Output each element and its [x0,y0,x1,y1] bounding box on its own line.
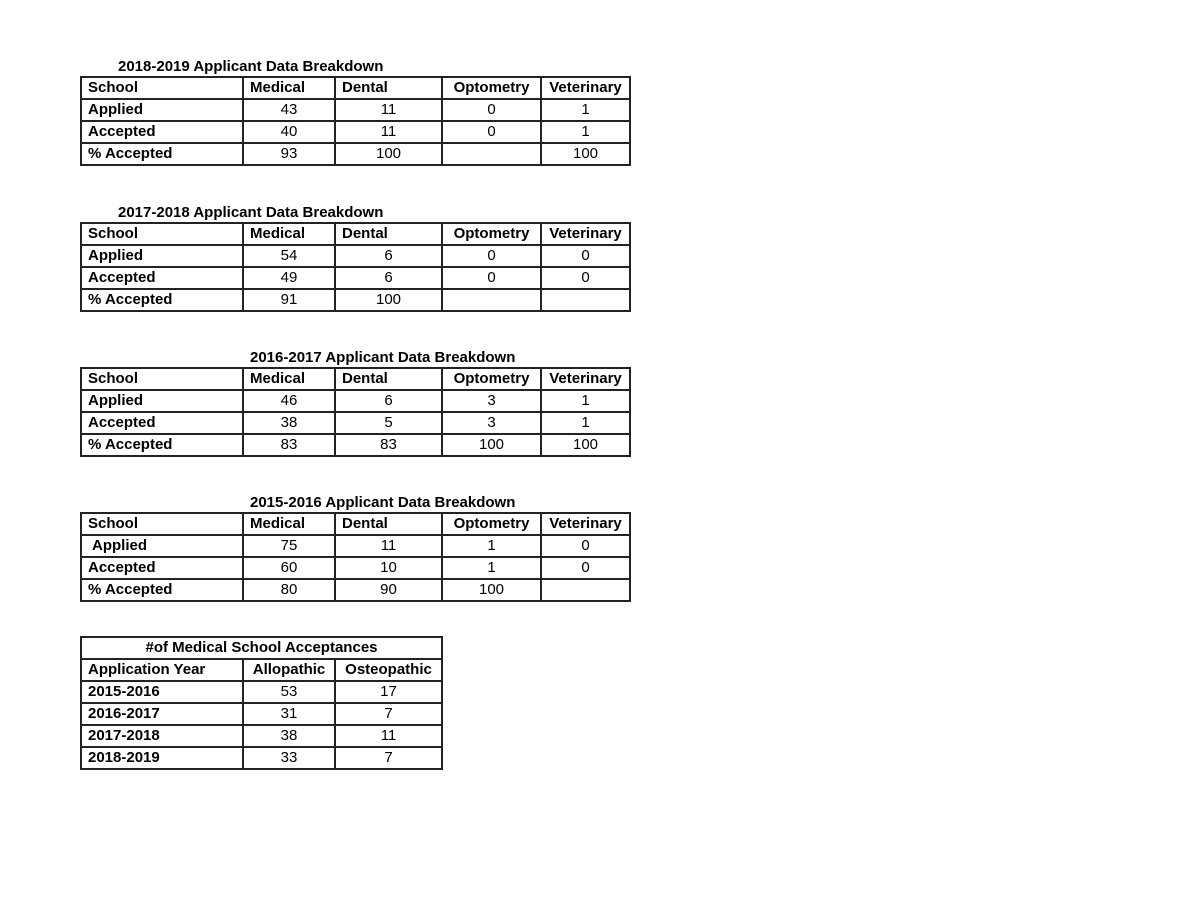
header-row [81,368,630,390]
col-header-dental: Dental [335,513,442,535]
col-header-optometry: Optometry [442,368,541,390]
cell-veterinary: 100 [541,143,630,165]
breakdown-2017-2018 [80,204,631,312]
row-label: 2018-2019 [81,747,243,769]
row-label: 2015-2016 [81,681,243,703]
medical-acceptances [80,636,443,770]
cell-dental: 11 [335,99,442,121]
table-row [81,289,630,311]
col-header-optometry: Optometry [442,513,541,535]
cell-veterinary [541,289,630,311]
cell-veterinary [541,579,630,601]
cell-dental: 100 [335,143,442,165]
cell-osteopathic: 7 [335,703,442,725]
cell-allopathic: 33 [243,747,335,769]
cell-medical: 60 [243,557,335,579]
row-label: Applied [81,245,243,267]
table-row [81,725,442,747]
cell-dental: 10 [335,557,442,579]
col-header-school: School [81,513,243,535]
cell-dental: 11 [335,535,442,557]
row-label: % Accepted [81,579,243,601]
header-row [81,513,630,535]
col-header-medical: Medical [243,77,335,99]
acceptances-title: #of Medical School Acceptances [81,637,442,659]
cell-medical: 46 [243,390,335,412]
cell-veterinary: 100 [541,434,630,456]
cell-dental: 6 [335,267,442,289]
cell-optometry: 0 [442,121,541,143]
col-header-optometry: Optometry [442,77,541,99]
cell-veterinary: 0 [541,535,630,557]
cell-medical: 91 [243,289,335,311]
cell-osteopathic: 17 [335,681,442,703]
cell-veterinary: 0 [541,267,630,289]
cell-allopathic: 38 [243,725,335,747]
cell-veterinary: 0 [541,245,630,267]
table-row [81,681,442,703]
cell-veterinary: 1 [541,99,630,121]
table-row [81,412,630,434]
cell-dental: 90 [335,579,442,601]
col-header-dental: Dental [335,223,442,245]
cell-dental: 83 [335,434,442,456]
cell-osteopathic: 11 [335,725,442,747]
col-header-dental: Dental [335,77,442,99]
cell-medical: 93 [243,143,335,165]
row-label: 2017-2018 [81,725,243,747]
table-row [81,703,442,725]
table-row [81,535,630,557]
col-header-medical: Medical [243,223,335,245]
data-table [80,76,631,166]
cell-optometry: 0 [442,245,541,267]
row-label: Applied [81,535,243,557]
data-table [80,222,631,312]
col-header-optometry: Optometry [442,223,541,245]
caption-row [81,637,442,659]
cell-optometry: 100 [442,579,541,601]
cell-optometry: 1 [442,535,541,557]
cell-medical: 83 [243,434,335,456]
col-header-school: School [81,77,243,99]
table-row [81,121,630,143]
col-header-application-year: Application Year [81,659,243,681]
row-label: Applied [81,390,243,412]
cell-allopathic: 31 [243,703,335,725]
breakdown-2018-2019 [80,58,631,166]
cell-optometry: 3 [442,412,541,434]
cell-optometry: 100 [442,434,541,456]
cell-optometry [442,289,541,311]
table-row [81,99,630,121]
data-table [80,512,631,602]
header-row [81,223,630,245]
table-row [81,143,630,165]
col-header-veterinary: Veterinary [541,223,630,245]
breakdown-2016-2017 [80,349,631,457]
table-title: 2017-2018 Applicant Data Breakdown [118,204,384,221]
cell-optometry: 0 [442,267,541,289]
cell-medical: 43 [243,99,335,121]
row-label: 2016-2017 [81,703,243,725]
header-row [81,77,630,99]
cell-optometry: 1 [442,557,541,579]
cell-optometry: 0 [442,99,541,121]
cell-medical: 80 [243,579,335,601]
col-header-veterinary: Veterinary [541,513,630,535]
col-header-medical: Medical [243,513,335,535]
cell-medical: 38 [243,412,335,434]
cell-veterinary: 1 [541,121,630,143]
data-table [80,367,631,457]
row-label: % Accepted [81,289,243,311]
row-label: Accepted [81,267,243,289]
cell-dental: 6 [335,245,442,267]
table-row [81,557,630,579]
table-title: 2016-2017 Applicant Data Breakdown [250,349,516,366]
cell-medical: 40 [243,121,335,143]
cell-medical: 75 [243,535,335,557]
acceptances-table [80,636,443,770]
table-row [81,390,630,412]
col-header-allopathic: Allopathic [243,659,335,681]
row-label: Applied [81,99,243,121]
cell-dental: 100 [335,289,442,311]
table-title: 2015-2016 Applicant Data Breakdown [250,494,516,511]
cell-medical: 54 [243,245,335,267]
row-label: % Accepted [81,143,243,165]
cell-optometry: 3 [442,390,541,412]
table-row [81,579,630,601]
table-row [81,747,442,769]
cell-dental: 6 [335,390,442,412]
row-label: Accepted [81,557,243,579]
cell-optometry [442,143,541,165]
col-header-school: School [81,368,243,390]
col-header-dental: Dental [335,368,442,390]
row-label: Accepted [81,412,243,434]
col-header-veterinary: Veterinary [541,368,630,390]
cell-dental: 11 [335,121,442,143]
row-label: % Accepted [81,434,243,456]
header-row [81,659,442,681]
table-row [81,267,630,289]
cell-veterinary: 0 [541,557,630,579]
cell-veterinary: 1 [541,390,630,412]
breakdown-2015-2016 [80,494,631,602]
col-header-school: School [81,223,243,245]
table-row [81,434,630,456]
cell-veterinary: 1 [541,412,630,434]
table-row [81,245,630,267]
col-header-veterinary: Veterinary [541,77,630,99]
cell-medical: 49 [243,267,335,289]
table-title: 2018-2019 Applicant Data Breakdown [118,58,384,75]
cell-dental: 5 [335,412,442,434]
row-label: Accepted [81,121,243,143]
cell-osteopathic: 7 [335,747,442,769]
cell-allopathic: 53 [243,681,335,703]
col-header-medical: Medical [243,368,335,390]
col-header-osteopathic: Osteopathic [335,659,442,681]
